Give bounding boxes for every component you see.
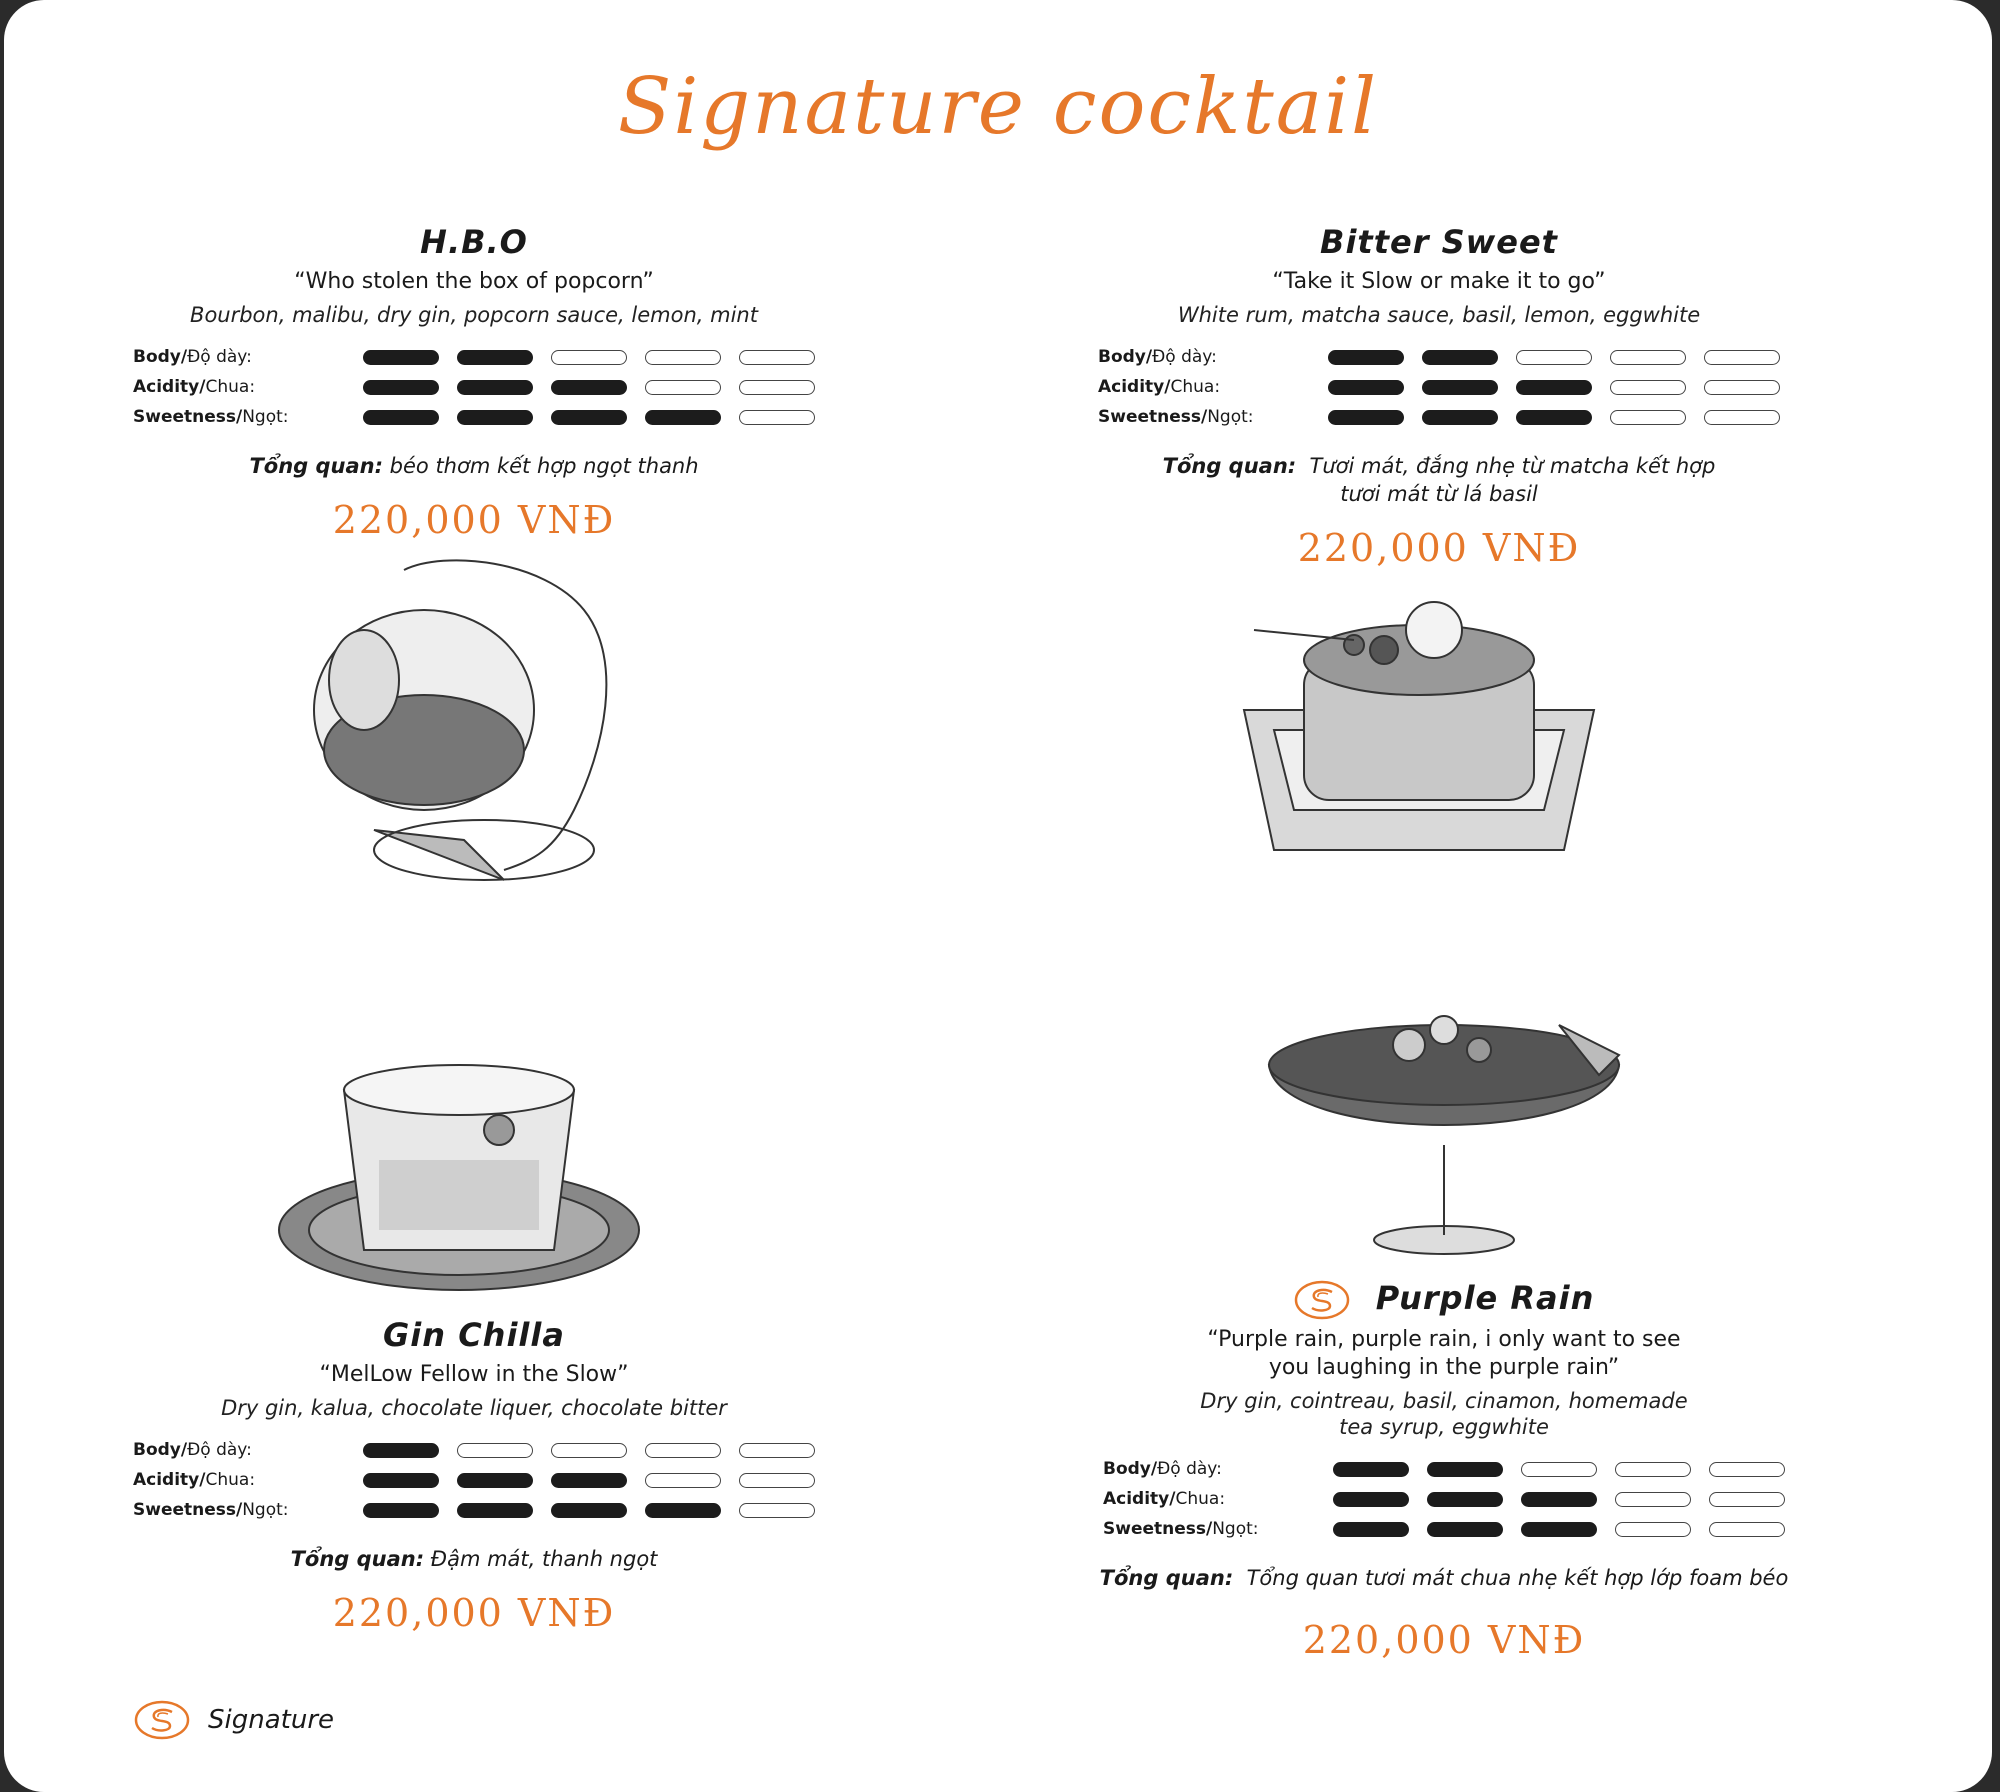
rating-pill-filled [363, 1503, 439, 1518]
signature-s-icon [134, 1700, 190, 1740]
rating-pill-filled [363, 1443, 439, 1458]
summary-text: Đậm mát, thanh ngọt [430, 1547, 658, 1571]
rating-pill-filled [363, 1473, 439, 1488]
rating-row-body [133, 342, 815, 372]
rating-pills [363, 380, 815, 395]
rating-label-vi: Độ dày: [1152, 347, 1217, 367]
cocktail-summary [44, 1545, 904, 1573]
rating-pill-empty [551, 350, 627, 365]
rating-pills [363, 410, 815, 425]
rating-pill-empty [645, 1473, 721, 1488]
rating-pill-empty [551, 1443, 627, 1458]
rating-pill-empty [1610, 380, 1686, 395]
rating-pill-empty [457, 1443, 533, 1458]
quote-line2: you laughing in the purple rain” [1268, 1355, 1620, 1380]
rating-label-vi: Chua: [1175, 1489, 1226, 1509]
summary-text: Tươi mát, đắng nhẹ từ matcha kết hợp [1309, 454, 1716, 478]
rating-pill-filled [1333, 1522, 1409, 1537]
rating-pill-filled [1516, 380, 1592, 395]
rating-label-vi: Chua: [1170, 377, 1221, 397]
rating-pill-filled [551, 410, 627, 425]
rating-pills [1333, 1492, 1785, 1507]
rating-pill-filled [363, 380, 439, 395]
rating-label-en: Sweetness/ [133, 407, 243, 427]
rating-pill-filled [457, 380, 533, 395]
rating-pill-empty [1704, 410, 1780, 425]
cocktail-quote: “Take it Slow or make it to go” [1272, 269, 1606, 294]
flavor-ratings [1098, 342, 1780, 432]
rating-pills [363, 350, 815, 365]
rating-label-vi: Độ dày: [1157, 1459, 1222, 1479]
rating-row-acidity [1103, 1484, 1785, 1514]
rating-pill-filled [551, 1503, 627, 1518]
cocktail-summary [44, 452, 904, 480]
cocktail-ingredients: Dry gin, kalua, chocolate liquer, chocolate bitter [221, 1396, 727, 1420]
rating-label-vi: Ngọt: [242, 1500, 289, 1520]
rating-row-acidity [133, 372, 815, 402]
cocktail-quote: “Who stolen the box of popcorn” [294, 269, 654, 294]
rating-pill-filled [1521, 1522, 1597, 1537]
rating-row-body [1103, 1454, 1785, 1484]
rating-pills [363, 1473, 815, 1488]
rating-pill-empty [739, 380, 815, 395]
cocktail-ingredients: White rum, matcha sauce, basil, lemon, eggwhite [1177, 303, 1701, 327]
cocktail-price: 220,000 VNĐ [1297, 526, 1581, 570]
rating-label-vi: Ngọt: [1212, 1519, 1259, 1539]
cocktail-card-hbo [44, 222, 904, 542]
rating-pill-filled [551, 1473, 627, 1488]
flavor-ratings [133, 342, 815, 432]
cocktail-price: 220,000 VNĐ [1302, 1618, 1586, 1662]
rating-pills [363, 1503, 815, 1518]
rating-label-en: Body/ [1103, 1459, 1158, 1479]
rating-label-en: Sweetness/ [133, 1500, 243, 1520]
rating-pills [1333, 1522, 1785, 1537]
flavor-ratings [133, 1435, 815, 1525]
rating-pill-empty [739, 1503, 815, 1518]
ingredients-line2: tea syrup, eggwhite [1339, 1415, 1549, 1439]
summary-label: Tổng quan: [1099, 1566, 1234, 1590]
hanging-glass-sphere-illustration [304, 550, 624, 890]
cocktail-name: H.B.O [420, 223, 528, 261]
rating-pill-empty [1516, 350, 1592, 365]
rating-row-sweetness [1103, 1514, 1785, 1544]
rating-pill-empty [739, 350, 815, 365]
cocktail-price: 220,000 VNĐ [332, 1591, 616, 1635]
rating-label-vi: Độ dày: [187, 1440, 252, 1460]
rating-pill-filled [363, 410, 439, 425]
rating-pill-filled [551, 380, 627, 395]
rating-pill-filled [457, 1503, 533, 1518]
cocktail-card-bitter-sweet [1004, 222, 1874, 570]
cocktail-name-row [944, 1278, 1944, 1320]
rating-label-vi: Ngọt: [242, 407, 289, 427]
cocktail-quote [944, 1326, 1944, 1382]
summary-text: Tổng quan tươi mát chua nhẹ kết hợp lớp foam béo [1246, 1566, 1789, 1590]
rating-pill-filled [1427, 1462, 1503, 1477]
cocktail-price: 220,000 VNĐ [332, 498, 616, 542]
rating-pill-filled [1328, 410, 1404, 425]
rating-label-en: Sweetness/ [1098, 407, 1208, 427]
cocktail-card-purple-rain [944, 1278, 1944, 1662]
rating-pill-filled [1328, 350, 1404, 365]
summary-text-line2: tươi mát từ lá basil [1340, 482, 1538, 506]
rating-label-vi: Độ dày: [187, 347, 252, 367]
rating-label-en: Body/ [133, 1440, 188, 1460]
rating-pills [1328, 350, 1780, 365]
rating-pill-filled [1521, 1492, 1597, 1507]
rating-pill-empty [739, 1443, 815, 1458]
cocktail-quote: “MelLow Fellow in the Slow” [319, 1362, 629, 1387]
rating-pill-empty [645, 380, 721, 395]
cocktail-summary [944, 1564, 1944, 1592]
summary-label: Tổng quan: [290, 1547, 425, 1571]
rating-pills [363, 1443, 815, 1458]
rating-pill-empty [1709, 1462, 1785, 1477]
rating-pill-empty [1610, 350, 1686, 365]
rating-label-en: Body/ [1098, 347, 1153, 367]
page-title: Signature cocktail [617, 62, 1379, 152]
rating-pill-filled [645, 1503, 721, 1518]
rating-pill-filled [1427, 1492, 1503, 1507]
rating-pill-filled [1333, 1462, 1409, 1477]
summary-text: béo thơm kết hợp ngọt thanh [389, 454, 699, 478]
rating-pill-empty [1610, 410, 1686, 425]
rating-pill-empty [1709, 1522, 1785, 1537]
legend-label: Signature [208, 1705, 335, 1735]
rating-pill-filled [1422, 350, 1498, 365]
rating-pill-filled [457, 410, 533, 425]
rating-pill-filled [457, 350, 533, 365]
rating-pill-empty [1709, 1492, 1785, 1507]
ingredients-line1: Dry gin, cointreau, basil, cinamon, homemade [1200, 1389, 1688, 1413]
rating-pill-filled [1328, 380, 1404, 395]
rating-row-acidity [133, 1465, 815, 1495]
rating-pill-empty [645, 350, 721, 365]
cocktail-ingredients: Bourbon, malibu, dry gin, popcorn sauce, lemon, mint [190, 303, 758, 327]
rating-pill-filled [457, 1473, 533, 1488]
rating-label-en: Sweetness/ [1103, 1519, 1213, 1539]
rating-label-en: Acidity/ [133, 377, 206, 397]
rating-pill-empty [1615, 1492, 1691, 1507]
rocks-glass-on-nest-illustration [269, 1050, 649, 1300]
rating-label-vi: Chua: [205, 1470, 256, 1490]
cup-in-wooden-box-illustration [1234, 600, 1604, 860]
rating-pills [1328, 380, 1780, 395]
rating-row-acidity [1098, 372, 1780, 402]
quote-line1: “Purple rain, purple rain, i only want to see [1207, 1327, 1681, 1352]
rating-pill-filled [645, 410, 721, 425]
rating-label-vi: Ngọt: [1207, 407, 1254, 427]
rating-label-en: Acidity/ [1098, 377, 1171, 397]
summary-label: Tổng quan: [249, 454, 383, 478]
rating-label-en: Acidity/ [133, 1470, 206, 1490]
rating-pill-filled [1422, 410, 1498, 425]
flavor-ratings [1103, 1454, 1785, 1544]
rating-pills [1328, 410, 1780, 425]
signature-s-icon [1294, 1280, 1350, 1320]
rating-label-en: Body/ [133, 347, 188, 367]
rating-pill-empty [1704, 350, 1780, 365]
rating-pill-empty [645, 1443, 721, 1458]
rating-pills [1333, 1462, 1785, 1477]
rating-row-sweetness [133, 1495, 815, 1525]
rating-pill-empty [739, 1473, 815, 1488]
rating-pill-filled [1427, 1522, 1503, 1537]
rating-pill-empty [1704, 380, 1780, 395]
rating-pill-empty [1521, 1462, 1597, 1477]
rating-row-body [133, 1435, 815, 1465]
rating-row-body [1098, 342, 1780, 372]
cocktail-name: Purple Rain [1375, 1279, 1595, 1317]
cocktail-name: Bitter Sweet [1320, 223, 1558, 261]
rating-row-sweetness [1098, 402, 1780, 432]
signature-legend [134, 1700, 334, 1740]
summary-label: Tổng quan: [1162, 454, 1297, 478]
rating-pill-filled [363, 350, 439, 365]
rating-pill-filled [1333, 1492, 1409, 1507]
rating-label-en: Acidity/ [1103, 1489, 1176, 1509]
rating-row-sweetness [133, 402, 815, 432]
cocktail-ingredients [944, 1388, 1944, 1440]
rating-pill-filled [1516, 410, 1592, 425]
menu-page [4, 0, 1992, 1792]
rating-pill-filled [1422, 380, 1498, 395]
rating-pill-empty [739, 410, 815, 425]
cocktail-card-gin-chilla [44, 1315, 904, 1635]
cocktail-name: Gin Chilla [383, 1316, 565, 1354]
rating-label-vi: Chua: [205, 377, 256, 397]
coupe-glass-with-flowers-illustration [1259, 995, 1629, 1255]
rating-pill-empty [1615, 1462, 1691, 1477]
cocktail-summary [1004, 452, 1874, 508]
rating-pill-empty [1615, 1522, 1691, 1537]
